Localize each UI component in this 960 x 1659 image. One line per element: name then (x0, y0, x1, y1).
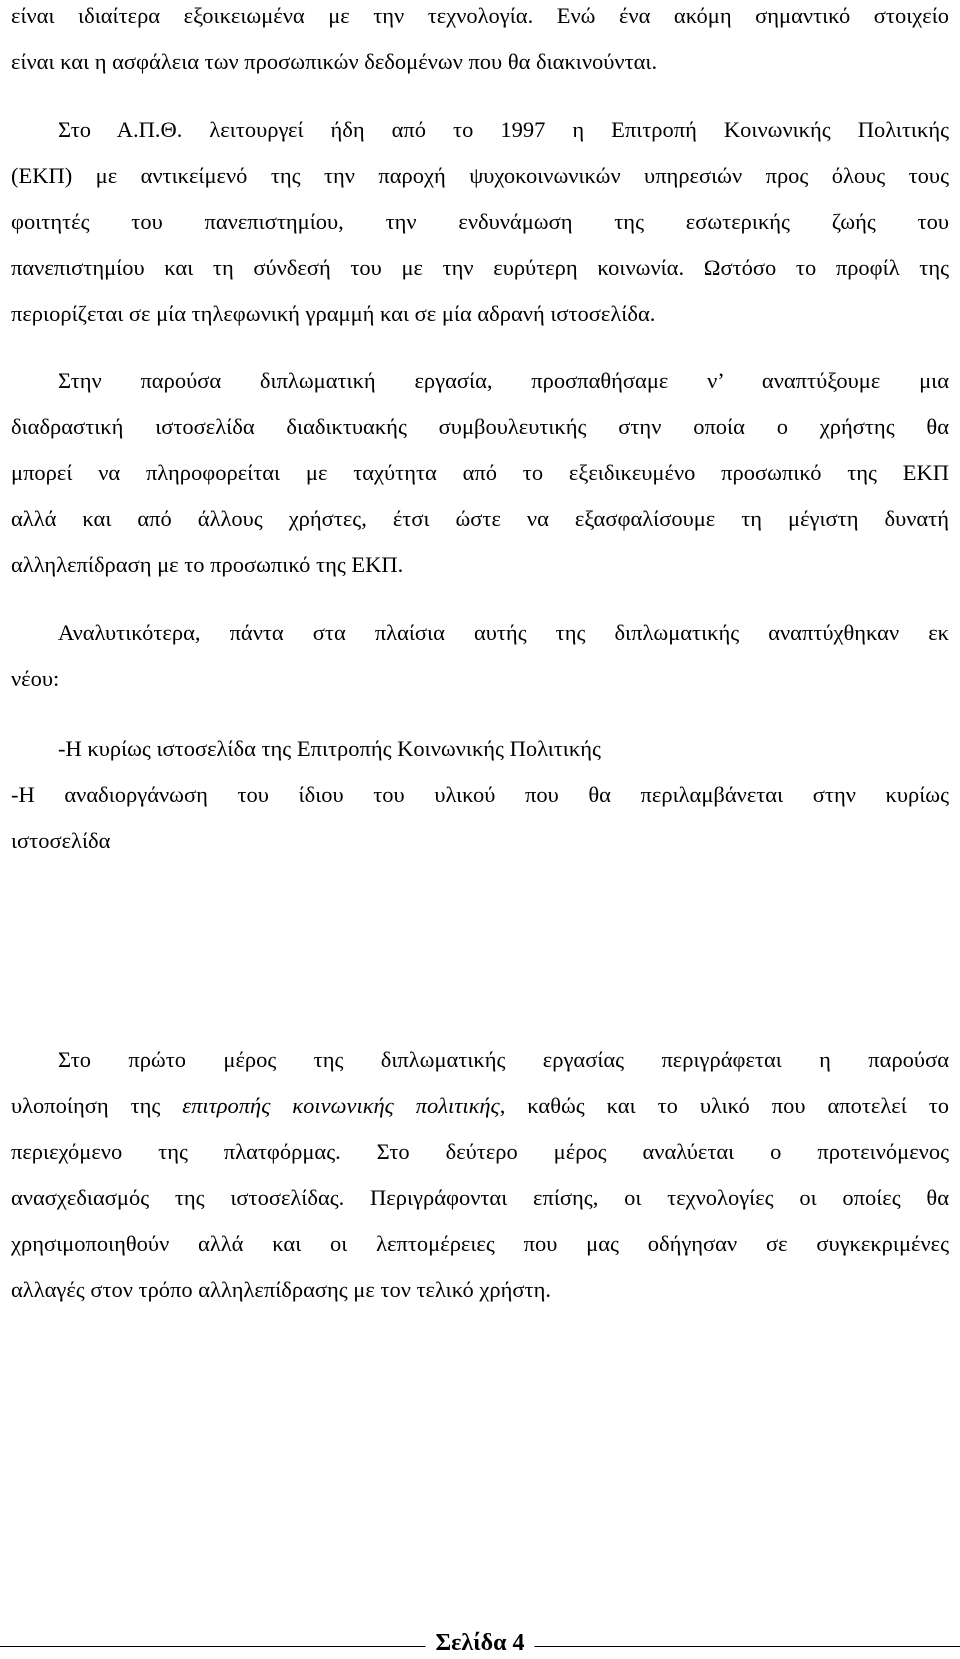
list-item-main-site (11, 726, 949, 772)
text-fragment: , καθώς και το υλικό που αποτελεί το (499, 1093, 950, 1118)
text-line: Αναλυτικότερα, πάντα στα πλαίσια αυτής της διπλωματικής αναπτύχθηκαν εκ (58, 620, 949, 645)
paragraph-structure (11, 1037, 949, 1313)
text-line: αλλαγές στον τρόπο αλληλεπίδρασης με τον τελικό χρήστη. (11, 1277, 551, 1302)
text-line: διαδραστική ιστοσελίδα διαδικτυακής συμβουλευτικής στην οποία ο χρήστης θα (11, 414, 949, 439)
text-line: αλλά και από άλλους χρήστες, έτσι ώστε να εξασφαλίσουμε τη μέγιστη δυνατή (11, 506, 949, 531)
text-line: Στο Α.Π.Θ. λειτουργεί ήδη από το 1997 η Επιτροπή Κοινωνικής Πολιτικής (58, 117, 949, 142)
text-line (11, 1083, 949, 1129)
paragraph-thesis-goal (11, 358, 949, 588)
page-number: Σελίδα 4 (425, 1628, 534, 1658)
paragraph-developments (11, 610, 949, 702)
list-item-reorganization (11, 772, 949, 864)
text-fragment: υλοποίηση της (11, 1093, 183, 1118)
text-line: είναι ιδιαίτερα εξοικειωμένα με την τεχνολογία. Ενώ ένα ακόμη σημαντικό στοιχείο (11, 3, 949, 28)
text-line: ιστοσελίδα (11, 828, 111, 853)
italic-term: επιτροπής κοινωνικής πολιτικής (182, 1093, 500, 1118)
text-line: Στο πρώτο μέρος της διπλωματικής εργασίας περιγράφεται η παρούσα (58, 1047, 949, 1072)
text-line: Στην παρούσα διπλωματική εργασία, προσπαθήσαμε ν’ αναπτύξουμε μια (58, 368, 949, 393)
page-footer (0, 1630, 960, 1658)
text-line: ανασχεδιασμός της ιστοσελίδας. Περιγράφονται επίσης, οι τεχνολογίες οι οποίες θα (11, 1185, 949, 1210)
text-line: μπορεί να πληροφορείται με ταχύτητα από το εξειδικευμένο προσωπικό της ΕΚΠ (11, 460, 949, 485)
paragraph-committee (11, 107, 949, 337)
text-line: (ΕΚΠ) με αντικείμενό της την παροχή ψυχοκοινωνικών υπηρεσιών προς όλους τους (11, 163, 949, 188)
text-line: περιορίζεται σε μία τηλεφωνική γραμμή και σε μία αδρανή ιστοσελίδα. (11, 301, 656, 326)
text-line: -Η κυρίως ιστοσελίδα της Επιτροπής Κοινωνικής Πολιτικής (58, 736, 601, 761)
text-line: χρησιμοποιηθούν αλλά και οι λεπτομέρειες που μας οδήγησαν σε συγκεκριμένες (11, 1231, 949, 1256)
text-line: νέου: (11, 666, 60, 691)
text-line: είναι και η ασφάλεια των προσωπικών δεδομένων που θα διακινούνται. (11, 49, 658, 74)
text-line: περιεχόμενο της πλατφόρμας. Στο δεύτερο μέρος αναλύεται ο προτεινόμενος (11, 1139, 949, 1164)
text-line: -Η αναδιοργάνωση του ίδιου του υλικού που θα περιλαμβάνεται στην κυρίως (11, 782, 949, 807)
text-line: πανεπιστημίου και τη σύνδεσή του με την ευρύτερη κοινωνία. Ωστόσο το προφίλ της (11, 255, 949, 280)
paragraph-intro-continued (11, 0, 949, 85)
text-line: αλληλεπίδραση με το προσωπικό της ΕΚΠ. (11, 552, 404, 577)
text-line: φοιτητές του πανεπιστημίου, την ενδυνάμωση της εσωτερικής ζωής του (11, 209, 949, 234)
